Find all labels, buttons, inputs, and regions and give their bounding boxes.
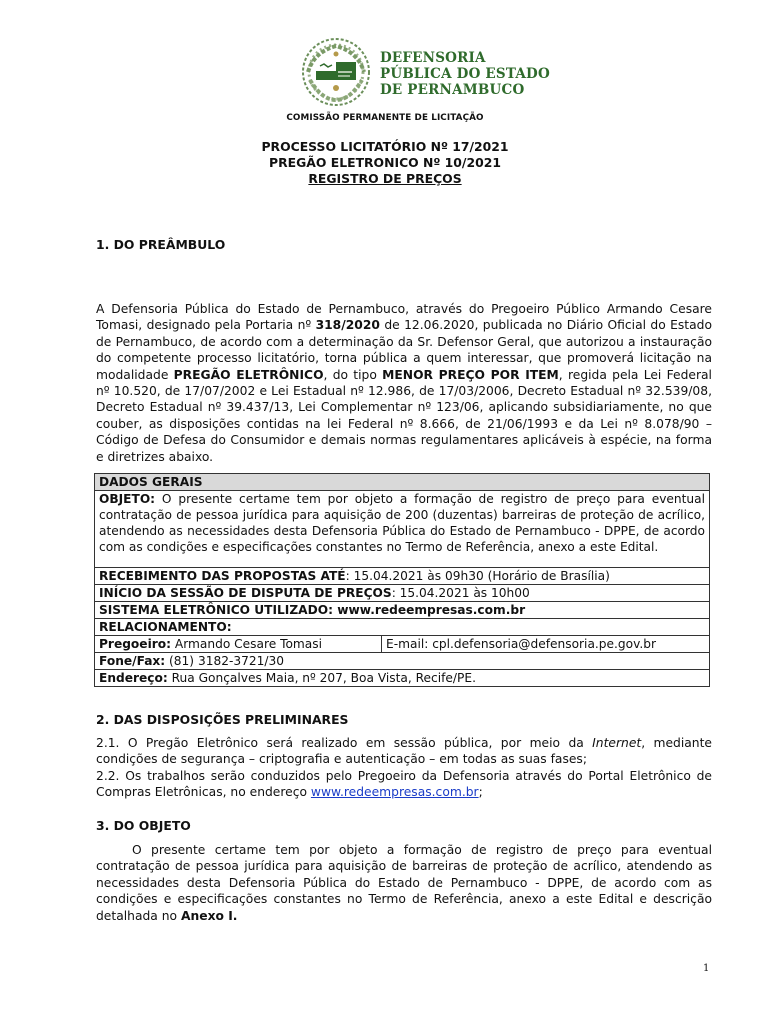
endereco-cell <box>95 670 710 687</box>
commission-label: COMISSÃO PERMANENTE DE LICITAÇÃO <box>286 113 484 123</box>
relacionamento-label: RELACIONAMENTO: <box>99 620 232 634</box>
pregoeiro-value: Armando Cesare Tomasi <box>171 637 322 651</box>
org-name-line3: DE PERNAMBUCO <box>380 82 525 98</box>
document-titles <box>0 139 770 187</box>
page-number: 1 <box>703 963 710 974</box>
objeto-paragraph-text: O presente certame tem por objeto a formação de registro de preço para eventual contratação de pessoa jurídica para aquisição de barreiras de proteção de acrílico, atendendo as necessidades desta Defensoria Pública do Estado de Pernambuco - DPPE, de acordo com as condições e especificações constantes no Termo de Referência, anexo a este Edital e descrição detalhada no <box>96 843 712 923</box>
objeto-label: OBJETO: <box>99 492 156 506</box>
endereco-label: Endereço: <box>99 671 168 685</box>
inicio-label: INÍCIO DA SESSÃO DE DISPUTA DE PREÇOS <box>99 586 392 600</box>
inicio-cell <box>95 585 710 602</box>
pregoeiro-label: Pregoeiro: <box>99 637 172 651</box>
fone-cell <box>95 653 710 670</box>
preamble-text-1: A Defensoria Pública do Estado de Pernambuco, através do Pregoeiro Público Armando Cesare Tomasi, designado pela Portaria nº <box>96 302 712 333</box>
paragraph-2-1 <box>96 735 712 768</box>
objeto-cell <box>95 491 710 568</box>
p21-text-b: , mediante condições de segurança – criptografia e autenticação – em todas as suas fases; <box>96 736 712 767</box>
anexo-reference: Anexo I. <box>180 908 238 923</box>
header-logo <box>300 36 550 108</box>
emblem-icon <box>300 36 372 108</box>
fone-label: Fone/Fax: <box>99 654 166 668</box>
recebimento-cell <box>95 568 710 585</box>
pregoeiro-cell <box>95 636 382 653</box>
pregao-title: PREGÃO ELETRONICO Nº 10/2021 <box>269 155 501 170</box>
objeto-paragraph <box>96 842 712 924</box>
section1-heading: 1. DO PREÂMBULO <box>96 237 226 252</box>
preamble-paragraph <box>96 301 712 465</box>
dados-gerais-table <box>94 473 710 687</box>
preamble-text-3: , do tipo <box>323 367 383 382</box>
tipo: MENOR PREÇO POR ITEM <box>382 367 559 382</box>
objeto-text: O presente certame tem por objeto a formação de registro de preço para eventual contratação de pessoa jurídica para aquisição de 200 (duzentas) barreiras de proteção de acrílico, atendendo as necessidades desta Defensoria Pública do Estado de Pernambuco - DPPE, de acordo com as condições e especificações constantes no Termo de Referência, anexo a este Edital. <box>99 492 705 554</box>
table-header: DADOS GERAIS <box>95 474 710 491</box>
process-title: PROCESSO LICITATÓRIO Nº 17/2021 <box>261 139 509 154</box>
inicio-value: : 15.04.2021 às 10h00 <box>391 586 530 600</box>
org-name <box>380 50 550 98</box>
redeempresas-link[interactable]: www.redeempresas.com.br <box>310 785 479 800</box>
internet-word: Internet <box>592 736 642 750</box>
modalidade: PREGÃO ELETRÔNICO <box>173 367 324 382</box>
sistema-label: SISTEMA ELETRÔNICO UTILIZADO: www.redeempresas.com.br <box>99 603 526 617</box>
sistema-cell <box>95 602 710 619</box>
section3-heading: 3. DO OBJETO <box>96 818 191 833</box>
paragraph-2-2 <box>96 768 712 801</box>
preamble-text-4: , regida pela Lei Federal nº 10.520, de 17/07/2002 e Lei Estadual nº 12.986, de 17/03/2006, Decreto Estadual nº 32.539/08, Decreto Estadual nº 39.437/13, Lei Complementar nº 123/06, aplicando subsidiariamente, no que couber, as disposições contidas na lei Federal nº 8.666, de 21/06/1993 e da Lei nº 8.078/90 – Código de Defesa do Consumidor e demais normas regulamentares aplicáveis à espécie, na forma e diretrizes abaixo. <box>96 367 712 464</box>
portaria-number: 318/2020 <box>315 318 380 333</box>
p22-text-b: ; <box>478 785 483 800</box>
relacionamento-cell <box>95 619 710 636</box>
org-name-line1: DEFENSORIA <box>380 50 486 66</box>
section2-heading: 2. DAS DISPOSIÇÕES PRELIMINARES <box>96 712 349 727</box>
email-cell: E-mail: cpl.defensoria@defensoria.pe.gov.br <box>382 636 710 653</box>
org-name-line2: PÚBLICA DO ESTADO <box>380 66 550 82</box>
fone-value: (81) 3182-3721/30 <box>165 654 284 668</box>
endereco-value: Rua Gonçalves Maia, nº 207, Boa Vista, Recife/PE. <box>167 671 476 685</box>
registro-title: REGISTRO DE PREÇOS <box>308 171 462 186</box>
recebimento-value: : 15.04.2021 às 09h30 (Horário de Brasília) <box>345 569 610 583</box>
preamble-text-2: de 12.06.2020, publicada no Diário Oficial do Estado de Pernambuco, de acordo com a determinação da Sr. Defensor Geral, que autorizou a instauração do competente processo licitatório, torna pública a quem interessar, que promoverá licitação na modalidade <box>96 318 712 382</box>
recebimento-label: RECEBIMENTO DAS PROPOSTAS ATÉ <box>99 569 346 583</box>
p22-text-a: 2.2. Os trabalhos serão conduzidos pelo Pregoeiro da Defensoria através do Portal Eletrônico de Compras Eletrônicas, no endereço <box>96 769 712 800</box>
p21-text-a: 2.1. O Pregão Eletrônico será realizado em sessão pública, por meio da <box>96 736 593 750</box>
